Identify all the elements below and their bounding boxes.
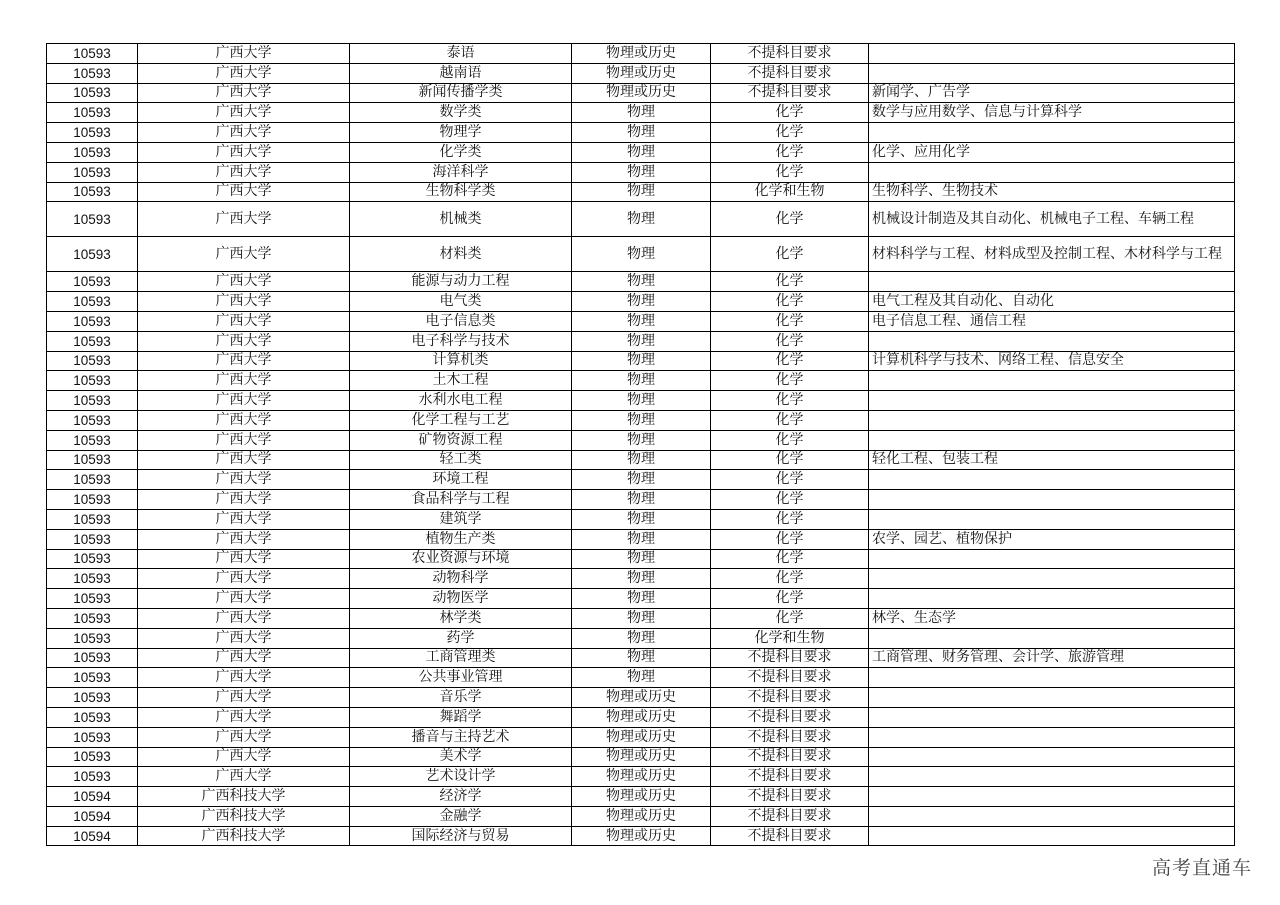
cell-school-code: 10593 [47,490,138,510]
cell-school-name: 广西大学 [138,351,350,371]
cell-school-name: 广西大学 [138,292,350,312]
cell-major: 计算机类 [350,351,572,371]
cell-school-code: 10593 [47,569,138,589]
cell-second-subject: 化学 [711,292,869,312]
table-row [47,103,1235,123]
cell-second-subject: 化学和生物 [711,628,869,648]
cell-included-majors [869,628,1235,648]
cell-first-subject: 物理或历史 [572,787,711,807]
cell-second-subject: 化学 [711,142,869,162]
cell-included-majors [869,767,1235,787]
cell-included-majors: 机械设计制造及其自动化、机械电子工程、车辆工程 [869,202,1235,237]
cell-school-code: 10593 [47,747,138,767]
table-row [47,747,1235,767]
cell-school-name: 广西大学 [138,688,350,708]
table-row [47,182,1235,202]
cell-first-subject: 物理 [572,123,711,143]
cell-major: 食品科学与工程 [350,490,572,510]
cell-school-code: 10593 [47,83,138,103]
cell-second-subject: 化学 [711,608,869,628]
cell-school-code: 10593 [47,63,138,83]
cell-second-subject: 化学 [711,103,869,123]
cell-school-name: 广西大学 [138,430,350,450]
cell-major: 泰语 [350,44,572,64]
cell-second-subject: 化学 [711,509,869,529]
cell-included-majors [869,123,1235,143]
table-body [47,44,1235,846]
cell-school-code: 10593 [47,202,138,237]
cell-school-name: 广西大学 [138,529,350,549]
cell-school-code: 10593 [47,142,138,162]
table-row [47,648,1235,668]
cell-school-code: 10593 [47,470,138,490]
table-row [47,311,1235,331]
table-row [47,608,1235,628]
cell-school-name: 广西大学 [138,608,350,628]
cell-first-subject: 物理 [572,292,711,312]
cell-school-code: 10593 [47,103,138,123]
cell-major: 物理学 [350,123,572,143]
cell-included-majors [869,272,1235,292]
cell-school-code: 10593 [47,589,138,609]
cell-school-name: 广西大学 [138,371,350,391]
cell-second-subject: 化学 [711,410,869,430]
cell-major: 植物生产类 [350,529,572,549]
cell-school-name: 广西大学 [138,162,350,182]
cell-first-subject: 物理或历史 [572,826,711,846]
cell-included-majors: 材料科学与工程、材料成型及控制工程、木材科学与工程 [869,237,1235,272]
cell-major: 动物科学 [350,569,572,589]
cell-school-code: 10593 [47,162,138,182]
cell-school-name: 广西大学 [138,569,350,589]
cell-second-subject: 化学 [711,470,869,490]
cell-school-code: 10594 [47,826,138,846]
cell-school-name: 广西科技大学 [138,806,350,826]
cell-included-majors: 电气工程及其自动化、自动化 [869,292,1235,312]
cell-major: 矿物资源工程 [350,430,572,450]
cell-included-majors [869,162,1235,182]
cell-school-name: 广西大学 [138,142,350,162]
cell-included-majors: 生物科学、生物技术 [869,182,1235,202]
cell-major: 能源与动力工程 [350,272,572,292]
cell-second-subject: 不提科目要求 [711,707,869,727]
cell-school-name: 广西大学 [138,237,350,272]
table-row [47,628,1235,648]
cell-school-name: 广西大学 [138,331,350,351]
cell-school-code: 10593 [47,628,138,648]
cell-second-subject: 不提科目要求 [711,688,869,708]
cell-major: 工商管理类 [350,648,572,668]
table-row [47,162,1235,182]
table-row [47,237,1235,272]
cell-first-subject: 物理或历史 [572,707,711,727]
cell-school-code: 10593 [47,391,138,411]
cell-first-subject: 物理或历史 [572,767,711,787]
cell-second-subject: 不提科目要求 [711,668,869,688]
cell-first-subject: 物理 [572,391,711,411]
cell-major: 化学工程与工艺 [350,410,572,430]
cell-included-majors [869,331,1235,351]
cell-included-majors: 工商管理、财务管理、会计学、旅游管理 [869,648,1235,668]
cell-included-majors [869,410,1235,430]
cell-major: 动物医学 [350,589,572,609]
cell-school-code: 10593 [47,767,138,787]
cell-first-subject: 物理 [572,450,711,470]
cell-school-name: 广西大学 [138,747,350,767]
cell-included-majors [869,727,1235,747]
cell-school-code: 10593 [47,430,138,450]
cell-first-subject: 物理 [572,162,711,182]
cell-major: 建筑学 [350,509,572,529]
cell-first-subject: 物理 [572,490,711,510]
cell-major: 化学类 [350,142,572,162]
cell-major: 国际经济与贸易 [350,826,572,846]
cell-school-name: 广西大学 [138,509,350,529]
table-row [47,589,1235,609]
table-row [47,371,1235,391]
cell-second-subject: 化学 [711,162,869,182]
table-row [47,668,1235,688]
cell-second-subject: 化学 [711,351,869,371]
cell-first-subject: 物理 [572,589,711,609]
cell-included-majors: 林学、生态学 [869,608,1235,628]
cell-included-majors [869,806,1235,826]
cell-school-name: 广西科技大学 [138,787,350,807]
cell-second-subject: 化学和生物 [711,182,869,202]
cell-first-subject: 物理 [572,272,711,292]
cell-second-subject: 化学 [711,272,869,292]
cell-first-subject: 物理 [572,182,711,202]
cell-school-name: 广西大学 [138,123,350,143]
table-row [47,826,1235,846]
cell-school-name: 广西大学 [138,470,350,490]
cell-included-majors [869,668,1235,688]
cell-included-majors: 计算机科学与技术、网络工程、信息安全 [869,351,1235,371]
cell-school-name: 广西大学 [138,628,350,648]
cell-school-code: 10593 [47,410,138,430]
cell-first-subject: 物理或历史 [572,44,711,64]
table-row [47,806,1235,826]
cell-first-subject: 物理 [572,237,711,272]
cell-school-code: 10593 [47,509,138,529]
cell-second-subject: 化学 [711,371,869,391]
cell-second-subject: 化学 [711,450,869,470]
table-row [47,767,1235,787]
cell-major: 材料类 [350,237,572,272]
cell-second-subject: 化学 [711,569,869,589]
cell-second-subject: 化学 [711,237,869,272]
table-row [47,351,1235,371]
cell-first-subject: 物理或历史 [572,83,711,103]
cell-first-subject: 物理或历史 [572,688,711,708]
cell-school-code: 10593 [47,311,138,331]
cell-first-subject: 物理 [572,430,711,450]
cell-included-majors: 轻化工程、包装工程 [869,450,1235,470]
cell-school-name: 广西大学 [138,83,350,103]
cell-included-majors: 数学与应用数学、信息与计算科学 [869,103,1235,123]
cell-first-subject: 物理或历史 [572,747,711,767]
cell-school-name: 广西大学 [138,450,350,470]
cell-second-subject: 化学 [711,331,869,351]
cell-major: 药学 [350,628,572,648]
cell-second-subject: 不提科目要求 [711,44,869,64]
cell-school-name: 广西大学 [138,391,350,411]
cell-first-subject: 物理 [572,470,711,490]
cell-major: 音乐学 [350,688,572,708]
cell-school-code: 10593 [47,182,138,202]
cell-first-subject: 物理 [572,202,711,237]
cell-school-code: 10593 [47,529,138,549]
cell-major: 金融学 [350,806,572,826]
cell-school-code: 10593 [47,707,138,727]
cell-major: 美术学 [350,747,572,767]
cell-school-code: 10593 [47,272,138,292]
cell-major: 土木工程 [350,371,572,391]
cell-second-subject: 化学 [711,202,869,237]
cell-major: 海洋科学 [350,162,572,182]
table-row [47,688,1235,708]
cell-school-code: 10593 [47,123,138,143]
cell-school-name: 广西大学 [138,272,350,292]
cell-major: 电气类 [350,292,572,312]
table-row [47,142,1235,162]
cell-first-subject: 物理 [572,371,711,391]
table-row [47,707,1235,727]
cell-second-subject: 化学 [711,529,869,549]
cell-second-subject: 不提科目要求 [711,747,869,767]
cell-school-code: 10594 [47,806,138,826]
cell-school-code: 10593 [47,668,138,688]
cell-major: 经济学 [350,787,572,807]
cell-included-majors [869,371,1235,391]
cell-first-subject: 物理或历史 [572,727,711,747]
subject-requirements-table [46,43,1235,846]
cell-major: 水利水电工程 [350,391,572,411]
cell-included-majors [869,470,1235,490]
cell-second-subject: 不提科目要求 [711,767,869,787]
cell-school-code: 10593 [47,608,138,628]
cell-school-code: 10593 [47,549,138,569]
cell-school-name: 广西大学 [138,311,350,331]
cell-included-majors [869,391,1235,411]
cell-first-subject: 物理 [572,410,711,430]
cell-school-name: 广西大学 [138,648,350,668]
table-row [47,490,1235,510]
cell-school-name: 广西大学 [138,202,350,237]
cell-second-subject: 化学 [711,311,869,331]
cell-second-subject: 化学 [711,430,869,450]
cell-second-subject: 不提科目要求 [711,648,869,668]
cell-school-code: 10594 [47,787,138,807]
cell-school-name: 广西大学 [138,63,350,83]
cell-second-subject: 化学 [711,123,869,143]
cell-school-name: 广西大学 [138,727,350,747]
cell-included-majors [869,747,1235,767]
table-row [47,470,1235,490]
cell-major: 林学类 [350,608,572,628]
cell-first-subject: 物理 [572,608,711,628]
cell-first-subject: 物理 [572,103,711,123]
cell-school-code: 10593 [47,648,138,668]
table-row [47,202,1235,237]
cell-second-subject: 不提科目要求 [711,83,869,103]
cell-school-code: 10593 [47,331,138,351]
cell-first-subject: 物理 [572,668,711,688]
cell-included-majors [869,688,1235,708]
table-row [47,391,1235,411]
cell-second-subject: 不提科目要求 [711,727,869,747]
cell-first-subject: 物理 [572,351,711,371]
cell-included-majors [869,787,1235,807]
cell-school-name: 广西大学 [138,767,350,787]
cell-included-majors [869,589,1235,609]
cell-included-majors [869,707,1235,727]
cell-included-majors [869,44,1235,64]
cell-first-subject: 物理 [572,311,711,331]
cell-included-majors [869,63,1235,83]
cell-included-majors [869,549,1235,569]
cell-second-subject: 化学 [711,549,869,569]
cell-school-name: 广西大学 [138,103,350,123]
cell-major: 播音与主持艺术 [350,727,572,747]
cell-major: 机械类 [350,202,572,237]
cell-major: 电子信息类 [350,311,572,331]
table-row [47,331,1235,351]
cell-first-subject: 物理或历史 [572,806,711,826]
cell-major: 环境工程 [350,470,572,490]
cell-major: 数学类 [350,103,572,123]
cell-school-name: 广西大学 [138,44,350,64]
table-row [47,430,1235,450]
cell-first-subject: 物理 [572,142,711,162]
cell-second-subject: 化学 [711,391,869,411]
cell-included-majors [869,826,1235,846]
cell-school-code: 10593 [47,351,138,371]
cell-first-subject: 物理 [572,628,711,648]
cell-school-code: 10593 [47,450,138,470]
cell-major: 新闻传播学类 [350,83,572,103]
cell-major: 电子科学与技术 [350,331,572,351]
cell-included-majors: 电子信息工程、通信工程 [869,311,1235,331]
cell-second-subject: 化学 [711,490,869,510]
cell-school-code: 10593 [47,292,138,312]
cell-school-name: 广西大学 [138,182,350,202]
table-row [47,549,1235,569]
table-row [47,123,1235,143]
table-row [47,509,1235,529]
table-row [47,63,1235,83]
cell-school-code: 10593 [47,727,138,747]
table-row [47,410,1235,430]
watermark-text: 高考直通车 [1151,857,1252,879]
cell-first-subject: 物理 [572,509,711,529]
table-row [47,529,1235,549]
table-row [47,727,1235,747]
cell-school-name: 广西科技大学 [138,826,350,846]
cell-school-name: 广西大学 [138,549,350,569]
table-row [47,272,1235,292]
cell-included-majors [869,430,1235,450]
cell-major: 公共事业管理 [350,668,572,688]
cell-included-majors: 新闻学、广告学 [869,83,1235,103]
cell-school-code: 10593 [47,371,138,391]
cell-first-subject: 物理或历史 [572,63,711,83]
cell-second-subject: 不提科目要求 [711,806,869,826]
cell-major: 轻工类 [350,450,572,470]
cell-school-name: 广西大学 [138,668,350,688]
cell-school-code: 10593 [47,44,138,64]
cell-first-subject: 物理 [572,648,711,668]
table-row [47,450,1235,470]
table-row [47,569,1235,589]
cell-included-majors [869,490,1235,510]
cell-included-majors: 化学、应用化学 [869,142,1235,162]
cell-first-subject: 物理 [572,331,711,351]
cell-second-subject: 不提科目要求 [711,787,869,807]
cell-second-subject: 不提科目要求 [711,826,869,846]
cell-first-subject: 物理 [572,569,711,589]
cell-school-code: 10593 [47,237,138,272]
cell-school-name: 广西大学 [138,707,350,727]
table-row [47,83,1235,103]
cell-major: 舞蹈学 [350,707,572,727]
cell-school-name: 广西大学 [138,589,350,609]
cell-major: 越南语 [350,63,572,83]
cell-included-majors [869,569,1235,589]
cell-school-name: 广西大学 [138,410,350,430]
cell-first-subject: 物理 [572,549,711,569]
cell-school-code: 10593 [47,688,138,708]
cell-included-majors: 农学、园艺、植物保护 [869,529,1235,549]
table-row [47,787,1235,807]
cell-major: 艺术设计学 [350,767,572,787]
cell-second-subject: 不提科目要求 [711,63,869,83]
table-row [47,292,1235,312]
cell-school-name: 广西大学 [138,490,350,510]
cell-major: 生物科学类 [350,182,572,202]
cell-included-majors [869,509,1235,529]
table-row [47,44,1235,64]
cell-first-subject: 物理 [572,529,711,549]
cell-second-subject: 化学 [711,589,869,609]
cell-major: 农业资源与环境 [350,549,572,569]
